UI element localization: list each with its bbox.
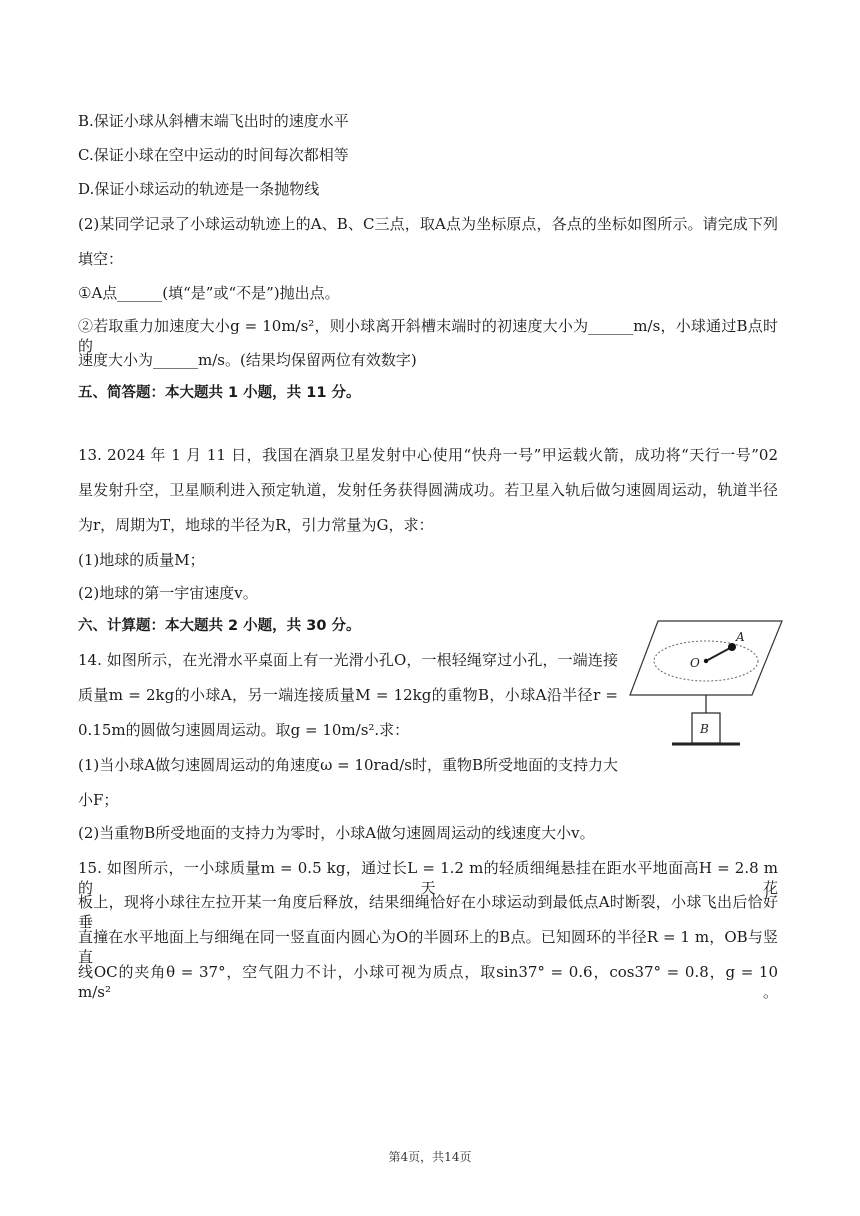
q14-sub-1: (1)当小球A做匀速圆周运动的角速度ω = 10rad/s时，重物B所受地面的支持力大 bbox=[78, 756, 618, 774]
q12-blank-2: ②若取重力加速度大小g = 10m/s²，则小球离开斜槽末端时的初速度大小为______m/s，小球通过B点时的 bbox=[78, 317, 778, 355]
q13-sub-1: (1)地球的质量M； bbox=[78, 551, 205, 569]
q14-sub-1-cont: 小F； bbox=[78, 791, 119, 809]
section-6-heading: 六、计算题：本大题共 2 小题，共 30 分。 bbox=[78, 618, 361, 634]
q12-blank-2-cont: 速度大小为______m/s。(结果均保留两位有效数字) bbox=[78, 351, 417, 369]
q13-text-cont-2: 为r，周期为T，地球的半径为R，引力常量为G，求： bbox=[78, 516, 434, 534]
option-c: C.保证小球在空中运动的时间每次都相等 bbox=[78, 146, 349, 164]
q15-text: 15. 如图所示，一小球质量m = 0.5 kg，通过长L = 1.2 m的轻质细绳悬挂在距水平地面高H = 2.8 m的天花 bbox=[78, 859, 778, 897]
q14-text: 14. 如图所示，在光滑水平桌面上有一光滑小孔O，一根轻绳穿过小孔，一端连接 bbox=[78, 651, 618, 669]
q12-part2-text: (2)某同学记录了小球运动轨迹上的A、B、C三点，取A点为坐标原点，各点的坐标如图所示。请完成下列 bbox=[78, 215, 778, 233]
label-a: A bbox=[736, 630, 745, 644]
table-surface bbox=[630, 621, 782, 695]
label-o: O bbox=[690, 656, 700, 670]
q14-sub-2: (2)当重物B所受地面的支持力为零时，小球A做匀速圆周运动的线速度大小v。 bbox=[78, 824, 595, 842]
q12-blank-1: ①A点______(填“是”或“不是”)抛出点。 bbox=[78, 284, 340, 302]
q15-text-cont-3: 线OC的夹角θ = 37°，空气阻力不计，小球可视为质点，取sin37° = 0.6，cos37° = 0.8，g = 10 m/s²。 bbox=[78, 963, 778, 1001]
q15-text-cont: 板上，现将小球往左拉开某一角度后释放，结果细绳恰好在小球运动到最低点A时断裂，小球飞出后恰好垂 bbox=[78, 893, 778, 931]
q14-text-cont: 质量m = 2kg的小球A，另一端连接质量M = 12kg的重物B，小球A沿半径r = bbox=[78, 686, 618, 704]
hole-o bbox=[704, 659, 708, 663]
option-d: D.保证小球运动的轨迹是一条抛物线 bbox=[78, 180, 320, 198]
section-5-heading: 五、简答题：本大题共 1 小题，共 11 分。 bbox=[78, 385, 361, 401]
q12-part2-text-cont: 填空： bbox=[78, 250, 124, 268]
string-on-table bbox=[706, 647, 732, 661]
ball-a bbox=[728, 643, 736, 651]
q14-figure bbox=[628, 617, 784, 757]
q13-text: 13. 2024 年 1 月 11 日，我国在酒泉卫星发射中心使用“快舟一号”甲运载火箭，成功将“天行一号”02 bbox=[78, 446, 778, 464]
page-footer: 第4页，共14页 bbox=[388, 1150, 472, 1164]
q13-sub-2: (2)地球的第一宇宙速度v。 bbox=[78, 584, 258, 602]
q13-text-cont: 星发射升空，卫星顺利进入预定轨道，发射任务获得圆满成功。若卫星入轨后做匀速圆周运动，轨道半径 bbox=[78, 481, 778, 499]
option-b: B.保证小球从斜槽末端飞出时的速度水平 bbox=[78, 112, 349, 130]
q14-text-cont-2: 0.15m的圆做匀速圆周运动。取g = 10m/s².求： bbox=[78, 721, 410, 739]
q15-text-cont-2: 直撞在水平地面上与细绳在同一竖直面内圆心为O的半圆环上的B点。已知圆环的半径R = 1 m，OB与竖直 bbox=[78, 928, 778, 966]
label-b: B bbox=[700, 722, 709, 736]
